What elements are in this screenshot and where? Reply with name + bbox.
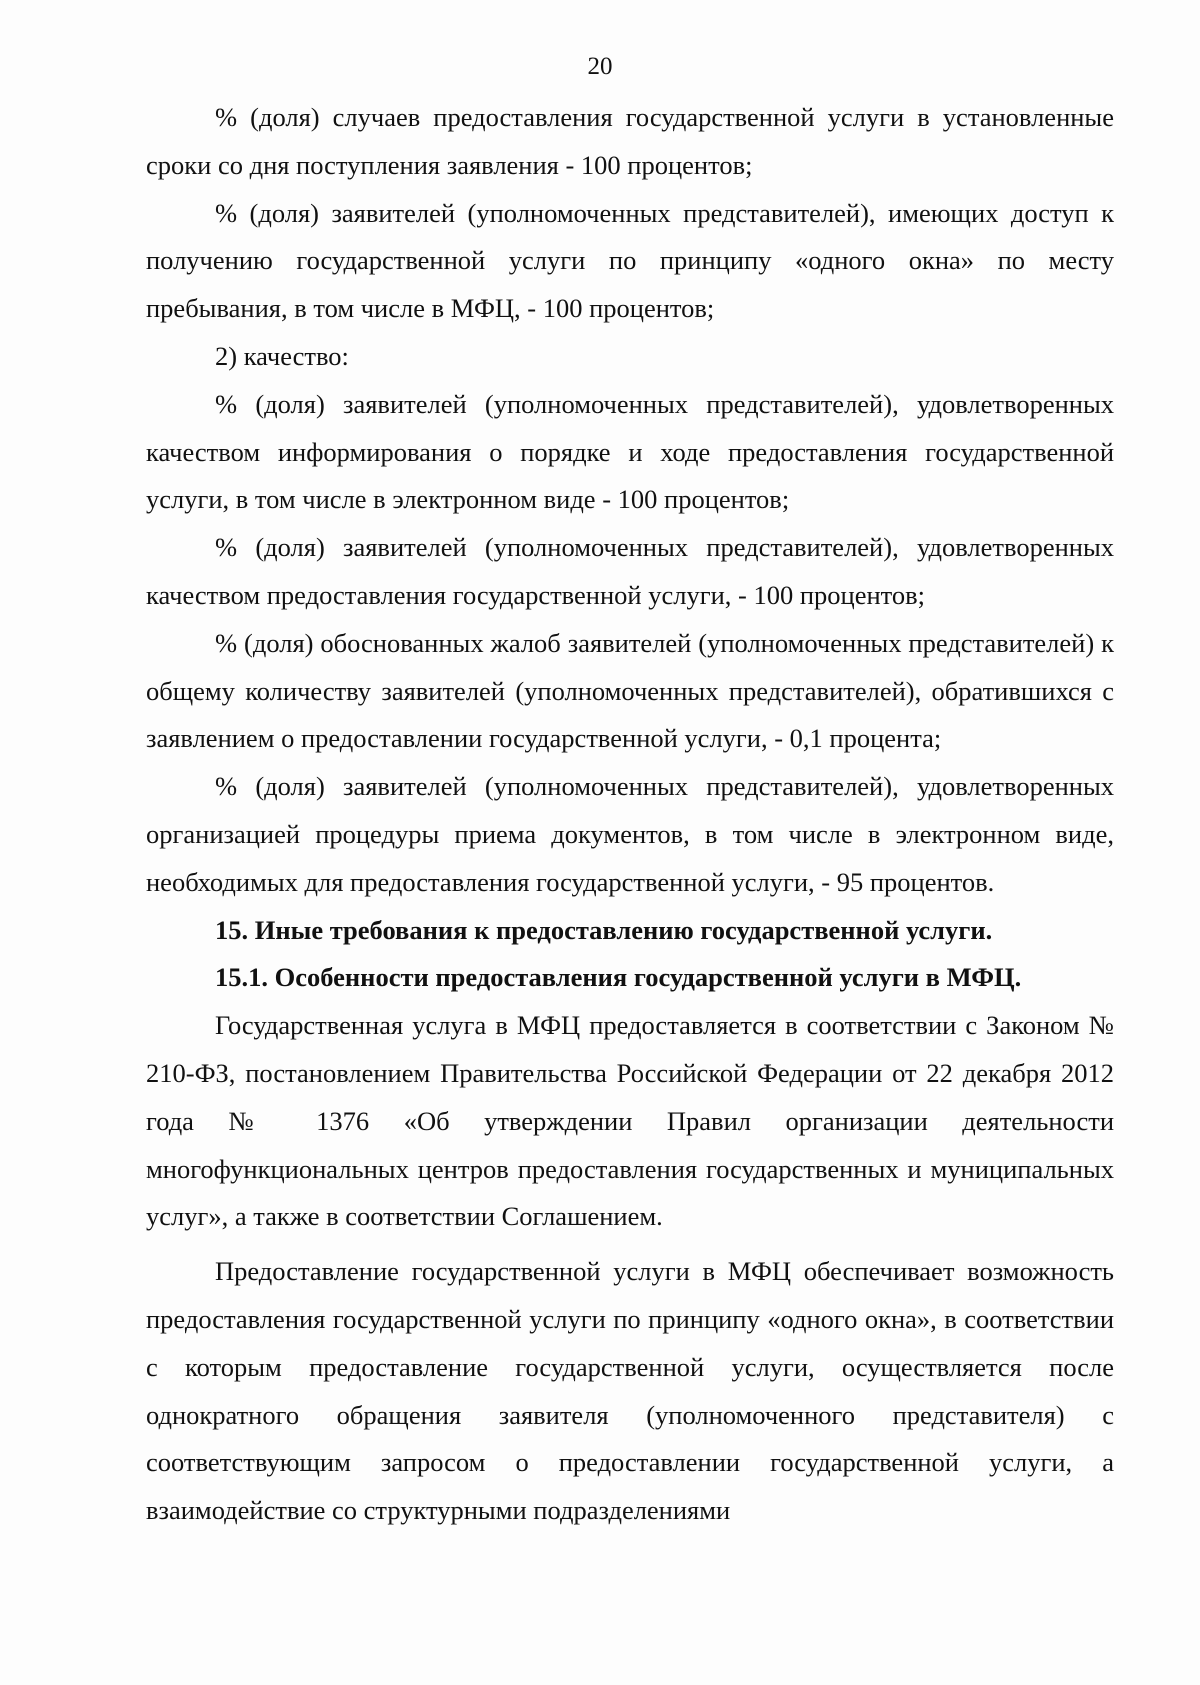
section-heading-15-1: 15.1. Особенности предоставления государственной услуги в МФЦ.	[215, 962, 1022, 993]
paragraph-one-window-access: % (доля) заявителей (уполномоченных представителей), имеющих доступ к получению государственной услуги по принципу «одного окна» по месту пребывания, в том числе в МФЦ, - 100 процентов;	[146, 197, 1114, 324]
paragraph-complaints-share: % (доля) обоснованных жалоб заявителей (уполномоченных представителей) к общему количеству заявителей (уполномоченных представителей), обратившихся с заявлением о предоставлении государственной услуги, - 0,1 процента;	[146, 627, 1114, 754]
paragraph-quality-heading: 2) качество:	[215, 340, 349, 371]
paragraph-service-quality: % (доля) заявителей (уполномоченных представителей), удовлетворенных качеством предоставления государственной услуги, - 100 процентов;	[146, 532, 1114, 610]
paragraph-timeliness-share: % (доля) случаев предоставления государственной услуги в установленные сроки со дня поступления заявления - 100 процентов;	[146, 102, 1114, 180]
paragraph-document-intake: % (доля) заявителей (уполномоченных представителей), удовлетворенных организацией процедуры приема документов, в том числе в электронном виде, необходимых для предоставления государственной услуги, - 95 процентов.	[146, 771, 1114, 897]
paragraph-informing-quality: % (доля) заявителей (уполномоченных представителей), удовлетворенных качеством информирования о порядке и ходе предоставления государственной услуги, в том числе в электронном виде - 100 процентов;	[146, 388, 1114, 515]
document-body	[146, 94, 1114, 1535]
section-heading-15: 15. Иные требования к предоставлению государственной услуги.	[215, 914, 993, 945]
page-number: 20	[587, 53, 613, 80]
paragraph-one-window-principle: Предоставление государственной услуги в МФЦ обеспечивает возможность предоставления государственной услуги по принципу «одного окна», в соответствии с которым предоставление государственной услуги, осуществляется после однократного обращения заявителя (уполномоченного представителя) с соответствующим запросом о предоставлении государственной услуги, а взаимодействие со структурными подразделениями	[146, 1256, 1114, 1526]
paragraph-mfc-legal-basis: Государственная услуга в МФЦ предоставляется в соответствии с Законом № 210-ФЗ, постановлением Правительства Российской Федерации от 22 декабря 2012 года № 1376 «Об утверждении Правил организации деятельности многофункциональных центров предоставления государственных и муниципальных услуг», а также в соответствии Соглашением.	[146, 1010, 1114, 1232]
